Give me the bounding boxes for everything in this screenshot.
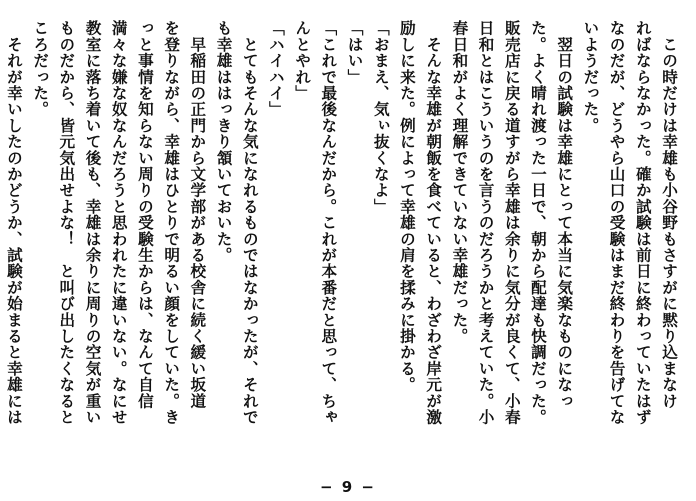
text-line: なのだが、どうやら山口の受験はまだ終わりを告げてな — [607, 20, 627, 425]
text-line: それが幸いしたのかどうか、試験が始まると幸雄には — [4, 20, 24, 425]
text-line: 販売店に戻る道すがら幸雄は余りに気分が良くて、小春 — [502, 20, 522, 425]
text-line: 満々な嫌な奴なんだろうと思われたに違いない。なにせ — [109, 20, 129, 425]
text-line: 春日和がよく理解できていない幸雄だった。 — [450, 20, 470, 344]
text-line: んとやれ」 — [293, 20, 313, 101]
text-line: を登りながら、幸雄はひとりで明るい顔をしていた。き — [162, 20, 182, 425]
text-line: た。よく晴れ渡った一日で、朝から配達も快調だった。 — [528, 20, 548, 425]
text-line: ものだから、皆元気出せよな！ と叫び出したくなると — [57, 20, 77, 425]
text-line: 「はい」 — [345, 20, 365, 85]
text-line: 励しに来た。例によって幸雄の肩を揉みに掛かる。 — [397, 20, 417, 393]
text-line: 「これで最後なんだから。これが本番だと思って、ちゃ — [319, 20, 339, 425]
text-line — [0, 20, 1, 468]
page-number: − 9 − — [319, 478, 377, 496]
text-line: とてもそんな気になれるものではなかったが、それで — [240, 20, 260, 425]
text-line: この時だけは幸雄も小谷野もさすがに黙り込まなけ — [660, 20, 679, 409]
text-line: いようだった。 — [581, 20, 601, 134]
text-line: 「ハイハイ」 — [266, 20, 286, 118]
text-line: ればならなかった。確か試験は前日に終わっていたはず — [633, 20, 653, 425]
text-line: 日和とはこういうのを言うのだろうかと考えていた。小 — [476, 20, 496, 425]
text-line: 教室に落ち着いて後も、幸雄は余りに周りの空気が重い — [83, 20, 103, 425]
text-line: ころだった。 — [31, 20, 51, 118]
text-line: っと事情を知らない周りの受験生からは、なんて自信 — [135, 20, 155, 409]
text-line: 翌日の試験は幸雄にとって本当に気楽なものになっ — [555, 20, 575, 409]
text-line: 「おまえ、気ぃ抜くなよ」 — [371, 20, 391, 215]
text-line: 早稲田の正門から文学部がある校舎に続く緩い坂道 — [188, 20, 208, 409]
text-line: も幸雄ははっきり頷いておいた。 — [214, 20, 234, 263]
body-text — [0, 20, 682, 468]
text-line: そんな幸雄が朝飯を食べていると、わざわざ岸元が激 — [424, 20, 444, 425]
